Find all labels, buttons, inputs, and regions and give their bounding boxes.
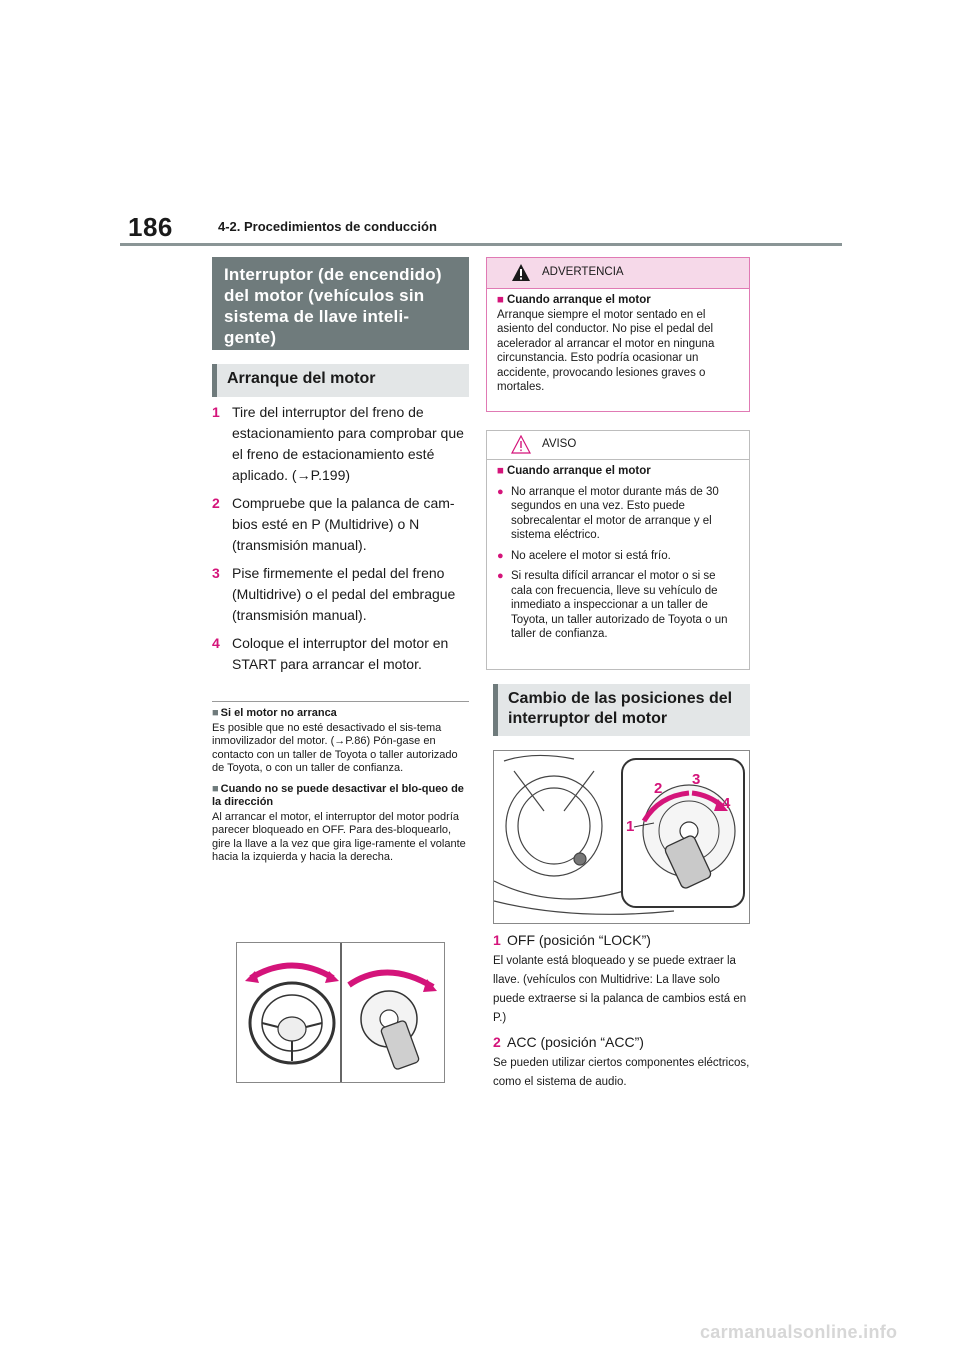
position-title: 1 OFF (posición “LOCK”) — [493, 932, 651, 948]
step-text: Tire del interruptor del freno de estacionamiento para comprobar que el freno de estacionamiento esté aplicado. (→P.199) — [232, 404, 464, 483]
square-bullet-icon: ■ — [497, 294, 504, 306]
subheading-switch-positions: Cambio de las posiciones del interruptor del motor — [493, 684, 750, 736]
warning-triangle-icon — [511, 263, 531, 282]
figure-label-1: 1 — [626, 818, 635, 835]
step-item — [212, 493, 472, 556]
notes-divider — [212, 701, 469, 702]
circle-bullet-icon: ● — [497, 549, 504, 562]
circle-bullet-icon: ● — [497, 570, 504, 582]
chapter-title-line: del motor (vehículos sin — [224, 286, 425, 305]
square-bullet-icon: ■ — [497, 465, 504, 477]
square-bullet-icon: ■ — [212, 707, 219, 719]
note-heading: ■ Si el motor no arranca — [212, 707, 337, 719]
position-description: Se pueden utilizar ciertos componentes eléctricos, como el sistema de audio. — [493, 1057, 750, 1088]
chapter-title-line: sistema de llave inteli- — [224, 307, 410, 326]
chapter-title-box — [212, 257, 469, 350]
notice-bullet: ● Si resulta difícil arrancar el motor o si se cala con frecuencia, lleve su vehículo de inmediato a inspeccionar a un taller de Toyota, un taller autorizado de Toyota o un taller de confianza. — [497, 570, 728, 640]
notice-box — [486, 430, 750, 670]
subheading-start-engine: Arranque del motor — [212, 364, 469, 397]
ignition-switch-illustration — [493, 750, 750, 924]
notice-header — [487, 431, 749, 460]
notes-section — [212, 707, 470, 872]
notice-label: AVISO — [542, 438, 577, 450]
notice-heading: ■ Cuando arranque el motor — [497, 465, 651, 477]
position-number: 1 — [493, 932, 501, 948]
step-number: 3 — [212, 565, 220, 581]
warning-heading: ■ Cuando arranque el motor — [497, 294, 651, 306]
step-number: 4 — [212, 635, 220, 651]
steps-list — [212, 402, 472, 682]
circle-bullet-icon: ● — [497, 485, 504, 498]
note-heading: ■ Cuando no se puede desactivar el blo-queo de la dirección — [212, 782, 464, 808]
step-item — [212, 563, 472, 626]
chapter-title-line: gente) — [224, 328, 277, 347]
step-text: Pise firmemente el pedal del freno (Multidrive) o el pedal del embrague (transmisión manual). — [232, 565, 456, 623]
position-description: El volante está bloqueado y se puede extraer la llave. (vehículos con Multidrive: La llave solo puede extraerse si la palanca de cambios está en P.) — [493, 955, 747, 1024]
warning-box — [486, 257, 750, 412]
note-body: Al arrancar el motor, el interruptor del motor podría parecer bloqueado en OFF. Para des-bloquearlo, gire la llave a la vez que gira lige-ramente el volante hacia la izquierda y hacia la derecha. — [212, 810, 466, 863]
steering-lock-illustration — [236, 942, 445, 1083]
note-body: Es posible que no esté desactivado el sis-tema inmovilizador del motor. (→P.86) Pón-gase en contacto con un taller de Toyota o taller autorizado de Toyota, o con un taller de confianza. — [212, 721, 458, 774]
warning-label: ADVERTENCIA — [542, 266, 624, 278]
notice-bullet: ● No acelere el motor si está frío. — [497, 549, 671, 562]
warning-body: Arranque siempre el motor sentado en el asiento del conductor. No pise el pedal del acelerador al arrancar el motor en ninguna circunstancia. Esto podría ocasionar un accidente, provocando lesiones graves o mortales. — [497, 308, 715, 393]
step-item — [212, 633, 472, 675]
caution-triangle-icon — [511, 435, 531, 454]
chapter-title-line: Interruptor (de encendido) — [224, 265, 442, 284]
figure-label-3: 3 — [692, 771, 701, 788]
step-text: Compruebe que la palanca de cam-bios esté en P (Multidrive) o N (transmisión manual). — [232, 495, 455, 553]
position-list — [493, 928, 755, 1098]
figure-label-2: 2 — [654, 780, 663, 797]
step-text: Coloque el interruptor del motor en START para arrancar el motor. — [232, 635, 449, 672]
step-number: 2 — [212, 495, 220, 511]
square-bullet-icon: ■ — [212, 782, 219, 795]
step-number: 1 — [212, 404, 220, 420]
notice-bullet: ● No arranque el motor durante más de 30 segundos en una vez. Esto puede sobrecalentar el motor de arranque y el sistema eléctrico. — [497, 485, 719, 541]
header-divider — [120, 243, 842, 246]
watermark: carmanualsonline.info — [700, 1322, 898, 1342]
figure-label-4: 4 — [722, 795, 731, 812]
position-number: 2 — [493, 1034, 501, 1050]
position-title: 2 ACC (posición “ACC”) — [493, 1034, 644, 1050]
page-number: 186 — [128, 212, 173, 242]
step-item — [212, 402, 472, 486]
warning-header — [487, 258, 749, 289]
section-title: 4-2. Procedimientos de conducción — [218, 219, 437, 234]
